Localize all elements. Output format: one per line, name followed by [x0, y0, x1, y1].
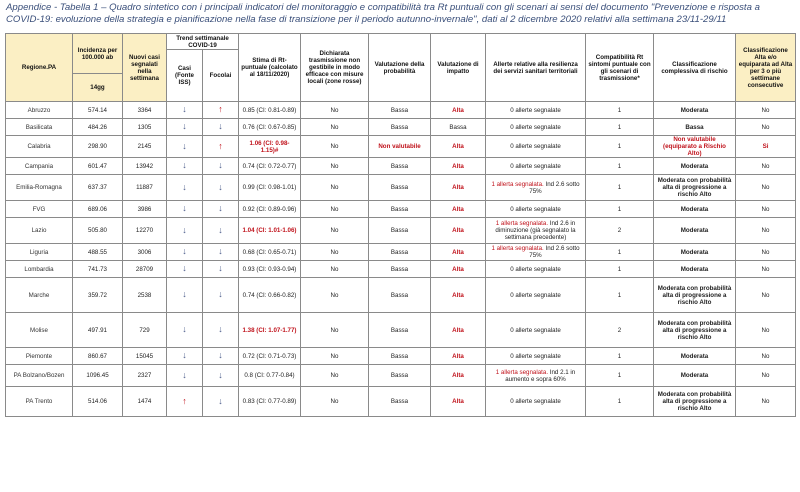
arrow-up-icon: ↑	[203, 136, 239, 158]
alert-flag: 1 allerta segnalata.	[495, 220, 549, 227]
arrow-down-icon: ↓	[167, 365, 203, 387]
table-row	[6, 313, 796, 348]
alert-text: 0 allerte segnalate	[510, 352, 561, 360]
high-class-value: No	[736, 313, 796, 348]
arrow-up-icon: ↑	[167, 387, 203, 417]
alerts-value	[486, 278, 586, 313]
probability-value: Bassa	[369, 387, 431, 417]
alerts-value	[486, 365, 586, 387]
region-name: Molise	[6, 313, 73, 348]
arrow-down-icon: ↓	[167, 244, 203, 261]
region-name: Liguria	[6, 244, 73, 261]
impact-value: Alta	[431, 175, 486, 201]
rt-value: 0.74 (CI: 0.66-0.82)	[239, 278, 301, 313]
alert-flag: 1 allerta segnalata.	[491, 245, 544, 252]
rt-value: 0.99 (CI: 0.98-1.01)	[239, 175, 301, 201]
region-name: Lazio	[6, 218, 73, 244]
declaration-value: No	[301, 313, 369, 348]
alerts-value	[486, 201, 586, 218]
arrow-down-icon: ↓	[167, 201, 203, 218]
incidence-value: 860.67	[73, 348, 123, 365]
new-cases-value: 3006	[123, 244, 167, 261]
probability-value: Bassa	[369, 348, 431, 365]
high-class-value: No	[736, 278, 796, 313]
risk-class-value: Moderata con probabilità alta di progressione a rischio Alto	[654, 278, 736, 313]
region-name: Piemonte	[6, 348, 73, 365]
alert-text: 0 allerte segnalate	[510, 205, 561, 213]
probability-value: Bassa	[369, 218, 431, 244]
arrow-down-icon: ↓	[203, 158, 239, 175]
declaration-value: No	[301, 348, 369, 365]
new-cases-value: 1474	[123, 387, 167, 417]
incidence-value: 741.73	[73, 261, 123, 278]
probability-value: Bassa	[369, 261, 431, 278]
table-row	[6, 201, 796, 218]
new-cases-value: 2538	[123, 278, 167, 313]
incidence-value: 601.47	[73, 158, 123, 175]
arrow-down-icon: ↓	[167, 313, 203, 348]
header-region: Regione.PA	[6, 34, 73, 102]
incidence-value: 637.37	[73, 175, 123, 201]
high-class-value: No	[736, 119, 796, 136]
new-cases-value: 28709	[123, 261, 167, 278]
high-class-value: No	[736, 175, 796, 201]
region-name: Emilia-Romagna	[6, 175, 73, 201]
new-cases-value: 12270	[123, 218, 167, 244]
alert-flag: 1 allerta segnalata.	[495, 368, 549, 376]
high-class-value: No	[736, 158, 796, 175]
declaration-value: No	[301, 278, 369, 313]
probability-value: Bassa	[369, 201, 431, 218]
compat-value: 1	[586, 175, 654, 201]
declaration-value: No	[301, 175, 369, 201]
impact-value: Alta	[431, 365, 486, 387]
declaration-value: No	[301, 136, 369, 158]
arrow-down-icon: ↓	[167, 261, 203, 278]
high-class-value: Si	[736, 136, 796, 158]
declaration-value: No	[301, 102, 369, 119]
incidence-value: 514.06	[73, 387, 123, 417]
table-row	[6, 278, 796, 313]
risk-class-value: Moderata	[654, 158, 736, 175]
alert-text: 0 allerte segnalate	[510, 398, 561, 405]
declaration-value: No	[301, 365, 369, 387]
declaration-value: No	[301, 218, 369, 244]
alerts-value	[486, 175, 586, 201]
alert-text: 0 allerte segnalate	[510, 106, 561, 114]
impact-value: Alta	[431, 348, 486, 365]
new-cases-value: 3986	[123, 201, 167, 218]
arrow-down-icon: ↓	[203, 278, 239, 313]
header-risk-class: Classificazione complessiva di rischio	[654, 34, 736, 102]
header-trend: Trend settimanale COVID-19	[167, 34, 239, 50]
compat-value: 1	[586, 261, 654, 278]
alert-text: 0 allerte segnalate	[510, 326, 561, 334]
compat-value: 1	[586, 119, 654, 136]
risk-class-value: Moderata con probabilità alta di progressione a rischio Alto	[654, 175, 736, 201]
rt-value: 0.83 (CI: 0.77-0.89)	[239, 387, 301, 417]
new-cases-value: 13942	[123, 158, 167, 175]
incidence-value: 484.26	[73, 119, 123, 136]
arrow-down-icon: ↓	[203, 365, 239, 387]
risk-class-value: Moderata	[654, 201, 736, 218]
incidence-value: 359.72	[73, 278, 123, 313]
new-cases-value: 2145	[123, 136, 167, 158]
incidence-value: 298.90	[73, 136, 123, 158]
high-class-value: No	[736, 218, 796, 244]
risk-class-value: Moderata	[654, 244, 736, 261]
rt-value: 1.06 (CI: 0.98-1.15)#	[239, 136, 301, 158]
impact-value: Alta	[431, 102, 486, 119]
new-cases-value: 11887	[123, 175, 167, 201]
rt-value: 0.93 (CI: 0.93-0.94)	[239, 261, 301, 278]
arrow-down-icon: ↓	[203, 261, 239, 278]
region-name: Marche	[6, 278, 73, 313]
incidence-value: 689.06	[73, 201, 123, 218]
compat-value: 1	[586, 365, 654, 387]
incidence-value: 574.14	[73, 102, 123, 119]
alert-text: Ind 2.6 in diminuzione (già segnalato la settimana precedente)	[495, 220, 576, 241]
compat-value: 1	[586, 201, 654, 218]
alerts-value	[486, 119, 586, 136]
impact-value: Alta	[431, 387, 486, 417]
rt-value: 0.74 (CI: 0.72-0.77)	[239, 158, 301, 175]
region-name: Basilicata	[6, 119, 73, 136]
alert-text: 0 allerte segnalate	[510, 291, 561, 299]
compat-value: 1	[586, 278, 654, 313]
risk-class-value: Moderata	[654, 102, 736, 119]
risk-class-value: Bassa	[654, 119, 736, 136]
header-probability: Valutazione della probabilità	[369, 34, 431, 102]
alerts-value	[486, 136, 586, 158]
high-class-value: No	[736, 387, 796, 417]
alert-text: 0 allerte segnalate	[510, 123, 561, 131]
impact-value: Alta	[431, 218, 486, 244]
rt-value: 1.04 (CI: 1.01-1.06)	[239, 218, 301, 244]
impact-value: Alta	[431, 201, 486, 218]
table-row	[6, 244, 796, 261]
arrow-down-icon: ↓	[167, 102, 203, 119]
new-cases-value: 1305	[123, 119, 167, 136]
alerts-value	[486, 218, 586, 244]
declaration-value: No	[301, 387, 369, 417]
table-row	[6, 218, 796, 244]
alert-text: Ind 2.1 in aumento e sopra 60%	[505, 368, 576, 383]
compat-value: 1	[586, 387, 654, 417]
region-name: Abruzzo	[6, 102, 73, 119]
arrow-down-icon: ↓	[167, 158, 203, 175]
alert-text: 0 allerte segnalate	[510, 265, 561, 273]
declaration-value: No	[301, 158, 369, 175]
impact-value: Alta	[431, 244, 486, 261]
declaration-value: No	[301, 261, 369, 278]
impact-value: Alta	[431, 313, 486, 348]
header-trend-focolai: Focolai	[203, 50, 239, 102]
arrow-up-icon: ↑	[203, 102, 239, 119]
high-class-value: No	[736, 244, 796, 261]
impact-value: Alta	[431, 136, 486, 158]
header-incidence-sub: 14gg	[73, 74, 123, 102]
arrow-down-icon: ↓	[203, 201, 239, 218]
incidence-value: 488.55	[73, 244, 123, 261]
alert-text: 0 allerte segnalate	[510, 143, 561, 150]
probability-value: Bassa	[369, 175, 431, 201]
compat-value: 1	[586, 102, 654, 119]
region-name: PA Trento	[6, 387, 73, 417]
region-name: Campania	[6, 158, 73, 175]
arrow-down-icon: ↓	[203, 313, 239, 348]
incidence-value: 505.80	[73, 218, 123, 244]
alerts-value	[486, 387, 586, 417]
compat-value: 1	[586, 158, 654, 175]
probability-value: Bassa	[369, 119, 431, 136]
arrow-down-icon: ↓	[167, 175, 203, 201]
alerts-value	[486, 102, 586, 119]
table-row	[6, 261, 796, 278]
table-row	[6, 119, 796, 136]
declaration-value: No	[301, 201, 369, 218]
compat-value: 1	[586, 348, 654, 365]
arrow-down-icon: ↓	[203, 244, 239, 261]
arrow-down-icon: ↓	[203, 175, 239, 201]
table-row	[6, 175, 796, 201]
high-class-value: No	[736, 201, 796, 218]
arrow-down-icon: ↓	[203, 387, 239, 417]
high-class-value: No	[736, 365, 796, 387]
arrow-down-icon: ↓	[203, 218, 239, 244]
rt-value: 0.92 (CI: 0.89-0.96)	[239, 201, 301, 218]
high-class-value: No	[736, 261, 796, 278]
compat-value: 1	[586, 136, 654, 158]
arrow-down-icon: ↓	[203, 119, 239, 136]
compat-value: 2	[586, 313, 654, 348]
alert-text: Ind 2.6 sotto 75%	[529, 245, 580, 259]
arrow-down-icon: ↓	[167, 218, 203, 244]
probability-value: Bassa	[369, 365, 431, 387]
probability-value: Bassa	[369, 102, 431, 119]
table-body	[6, 102, 796, 417]
region-name: FVG	[6, 201, 73, 218]
probability-value: Bassa	[369, 278, 431, 313]
arrow-down-icon: ↓	[203, 348, 239, 365]
alerts-value	[486, 244, 586, 261]
table-row	[6, 158, 796, 175]
new-cases-value: 2327	[123, 365, 167, 387]
impact-value: Bassa	[431, 119, 486, 136]
declaration-value: No	[301, 119, 369, 136]
declaration-value: No	[301, 244, 369, 261]
risk-class-value: Moderata	[654, 218, 736, 244]
monitoring-table	[5, 33, 796, 417]
header-incidence: Incidenza per 100.000 ab	[73, 34, 123, 74]
alert-text: 0 allerte segnalate	[510, 162, 561, 170]
rt-value: 1.38 (CI: 1.07-1.77)	[239, 313, 301, 348]
rt-value: 0.76 (CI: 0.67-0.85)	[239, 119, 301, 136]
table-row	[6, 365, 796, 387]
rt-value: 0.8 (CI: 0.77-0.84)	[239, 365, 301, 387]
high-class-value: No	[736, 348, 796, 365]
risk-class-value: Moderata	[654, 365, 736, 387]
region-name: PA Bolzano/Bozen	[6, 365, 73, 387]
region-name: Calabria	[6, 136, 73, 158]
risk-class-value: Moderata	[654, 261, 736, 278]
compat-value: 2	[586, 218, 654, 244]
alerts-value	[486, 313, 586, 348]
new-cases-value: 15045	[123, 348, 167, 365]
probability-value: Bassa	[369, 244, 431, 261]
probability-value: Bassa	[369, 158, 431, 175]
table-caption: Appendice - Tabella 1 – Quadro sintetico con i principali indicatori del monitoraggio e compatibilità tra Rt puntuali con gli scenari ai sensi del documento "Prevenzione e risposta a COVID-19: evoluzione della strategia e pianificazione nella fase di transizione per il periodo autunno-invernale", dati al 2 dicembre 2020 relativi alla settimana 23/11-29/11	[6, 2, 760, 25]
header-declaration: Dichiarata trasmissione non gestibile in modo efficace con misure locali (zone rosse)	[301, 34, 369, 102]
impact-value: Alta	[431, 278, 486, 313]
risk-class-value: Non valutabile (equiparato a Rischio Alto)	[654, 136, 736, 158]
header-high-class: Classificazione Alta e/o equiparata ad Alta per 3 o più settimane consecutive	[736, 34, 796, 102]
table-row	[6, 348, 796, 365]
region-name: Lombardia	[6, 261, 73, 278]
incidence-value: 497.91	[73, 313, 123, 348]
alert-text: Ind 2.6 sotto 75%	[529, 180, 580, 195]
impact-value: Alta	[431, 261, 486, 278]
incidence-value: 1096.45	[73, 365, 123, 387]
high-class-value: No	[736, 102, 796, 119]
arrow-down-icon: ↓	[167, 119, 203, 136]
table-row	[6, 102, 796, 119]
rt-value: 0.72 (CI: 0.71-0.73)	[239, 348, 301, 365]
alerts-value	[486, 261, 586, 278]
alert-flag: 1 allerta segnalata.	[491, 180, 544, 188]
rt-value: 0.85 (CI: 0.81-0.89)	[239, 102, 301, 119]
rt-value: 0.68 (CI: 0.65-0.71)	[239, 244, 301, 261]
risk-class-value: Moderata con probabilità alta di progressione a rischio Alto	[654, 313, 736, 348]
header-rt: Stima di Rt-puntuale (calcolato al 18/11/2020)	[239, 34, 301, 102]
arrow-down-icon: ↓	[167, 136, 203, 158]
header-alerts: Allerte relative alla resilienza dei servizi sanitari territoriali	[486, 34, 586, 102]
header-compat: Compatibilità Rt sintomi puntuale con gli scenari di trasmissione*	[586, 34, 654, 102]
probability-value: Non valutabile	[369, 136, 431, 158]
header-trend-cases: Casi (Fonte ISS)	[167, 50, 203, 102]
risk-class-value: Moderata	[654, 348, 736, 365]
arrow-down-icon: ↓	[167, 278, 203, 313]
table-row	[6, 136, 796, 158]
header-impact: Valutazione di impatto	[431, 34, 486, 102]
arrow-down-icon: ↓	[167, 348, 203, 365]
new-cases-value: 729	[123, 313, 167, 348]
header-new-cases: Nuovi casi segnalati nella settimana	[123, 34, 167, 102]
risk-class-value: Moderata con probabilità alta di progressione a rischio Alto	[654, 387, 736, 417]
alerts-value	[486, 158, 586, 175]
table-row	[6, 387, 796, 417]
probability-value: Bassa	[369, 313, 431, 348]
new-cases-value: 3364	[123, 102, 167, 119]
compat-value: 1	[586, 244, 654, 261]
alerts-value	[486, 348, 586, 365]
impact-value: Alta	[431, 158, 486, 175]
